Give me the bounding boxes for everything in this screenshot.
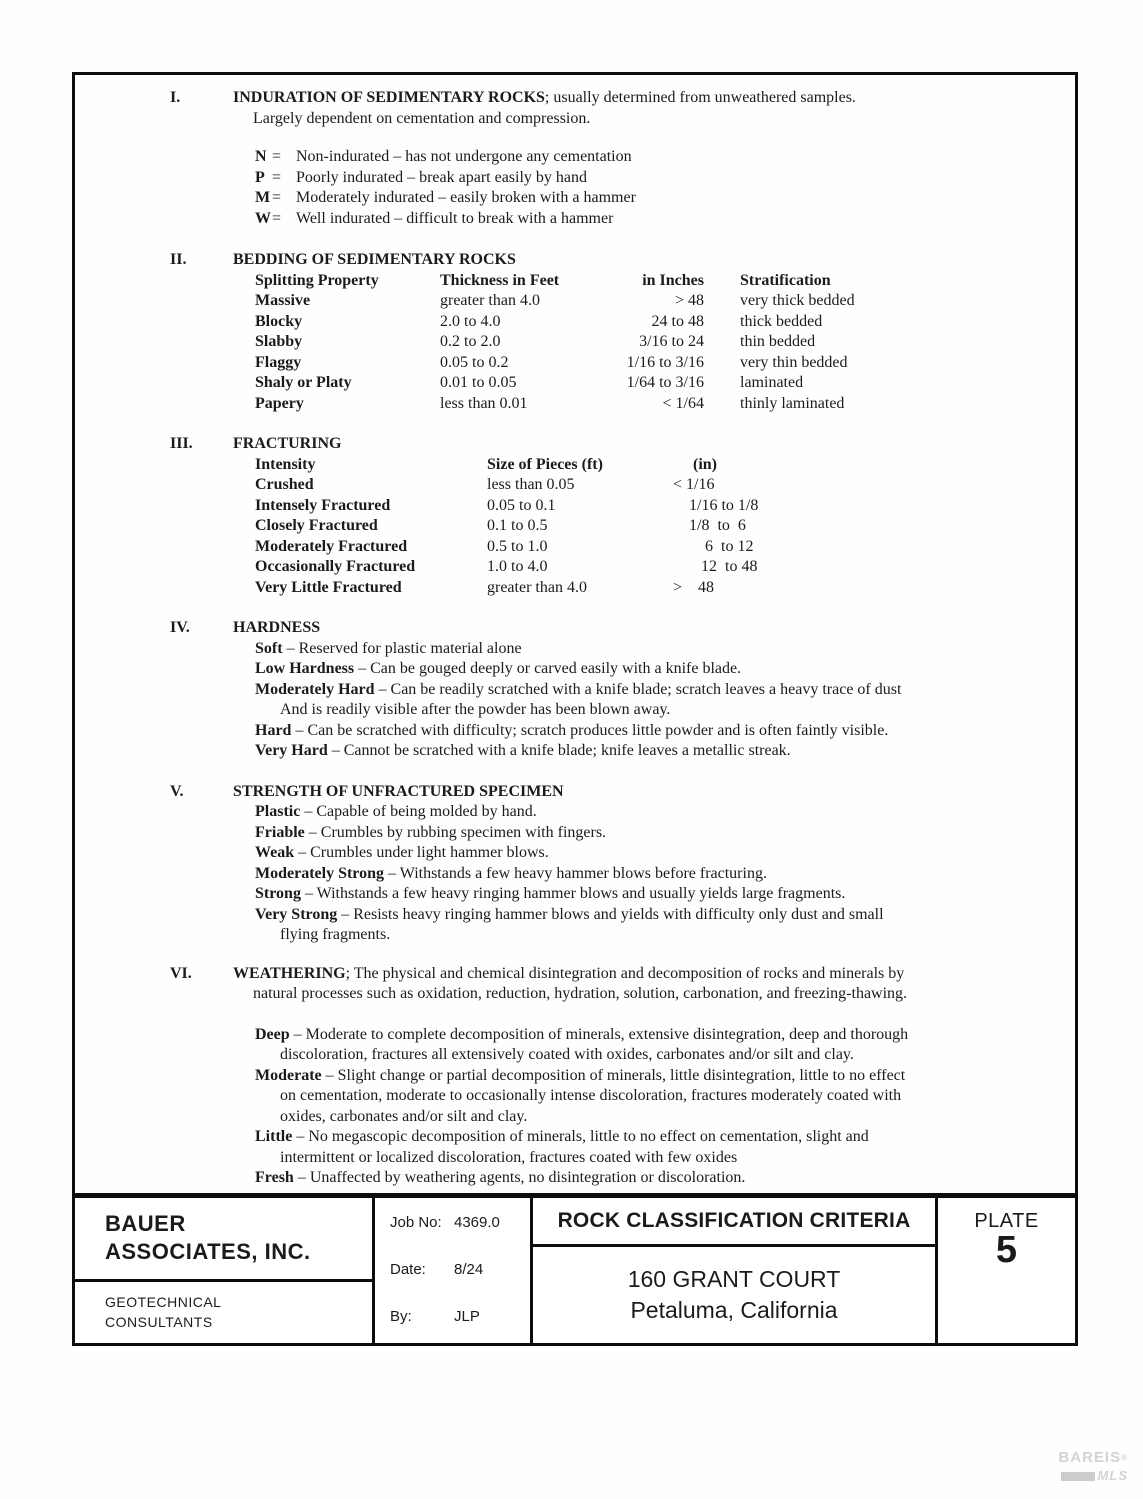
column-header: Stratification xyxy=(740,271,831,289)
cell: > 48 xyxy=(673,578,715,596)
equals-sign: = xyxy=(272,209,282,227)
section-title: BEDDING OF SEDIMENTARY ROCKS xyxy=(233,251,516,268)
table-row xyxy=(255,578,1055,599)
cell: Slabby xyxy=(255,333,303,350)
cell: 0.1 to 0.5 xyxy=(487,517,548,534)
induration-code-row xyxy=(255,147,1055,168)
definition xyxy=(255,884,1055,905)
cell: less than 0.01 xyxy=(440,394,528,412)
definition xyxy=(255,843,1055,864)
table-row xyxy=(255,496,1055,517)
column-header: (in) xyxy=(693,455,717,473)
plate-column xyxy=(938,1198,1075,1343)
term-text-continued: And is readily visible after the powder has been blown away. xyxy=(280,701,671,718)
definition xyxy=(255,721,1055,742)
table-row xyxy=(255,332,1055,353)
cell: 1/16 to 3/16 xyxy=(626,353,704,371)
project-cell xyxy=(533,1247,935,1343)
section-title-rest: ; usually determined from unweathered samples. xyxy=(544,89,856,106)
by-value: JLP xyxy=(454,1307,480,1325)
watermark-bar xyxy=(1061,1472,1095,1481)
induration-code-row xyxy=(255,168,1055,189)
weathering-definitions xyxy=(255,1025,1055,1189)
term: Friable xyxy=(255,823,305,841)
cell: thinly laminated xyxy=(740,394,845,412)
section-subtitle: Largely dependent on cementation and compression. xyxy=(253,109,591,127)
cell: 0.05 to 0.1 xyxy=(487,496,556,514)
term: Moderately Strong xyxy=(255,864,385,882)
induration-code-row xyxy=(255,188,1055,209)
definition xyxy=(255,1025,1055,1066)
cell: Papery xyxy=(255,394,304,412)
term: Moderate xyxy=(255,1066,322,1084)
table-row xyxy=(255,291,1055,312)
section-title: WEATHERING xyxy=(233,964,346,982)
definition xyxy=(255,741,1055,762)
bareis-mls-watermark xyxy=(1050,1450,1128,1487)
table-row xyxy=(255,353,1055,374)
code-definition: Well indurated – difficult to break with a hammer xyxy=(296,209,614,227)
cell: Shaly or Platy xyxy=(255,374,352,391)
section-heading xyxy=(233,782,1055,803)
term: Hard xyxy=(255,721,292,739)
bedding-table xyxy=(255,271,1055,415)
cell: Massive xyxy=(255,292,311,309)
definition xyxy=(255,1066,1055,1128)
section-numeral: II. xyxy=(170,251,187,268)
project-city: Petaluma, California xyxy=(630,1297,838,1323)
cell: 1/8 to 6 xyxy=(673,517,746,534)
section-heading xyxy=(233,964,1055,985)
date-value: 8/24 xyxy=(454,1260,484,1278)
definition xyxy=(255,802,1055,823)
section-title: HARDNESS xyxy=(233,619,321,636)
code-definition: Non-indurated – has not undergone any cementation xyxy=(296,148,632,165)
definition xyxy=(255,1127,1055,1168)
section-title: FRACTURING xyxy=(233,435,342,452)
table-row xyxy=(255,557,1055,578)
strength-definitions xyxy=(255,802,1055,946)
term: Plastic xyxy=(255,803,301,820)
section-heading xyxy=(233,434,1055,455)
term-text: – Crumbles by rubbing specimen with fingers. xyxy=(304,823,607,841)
term-text: – Unaffected by weathering agents, no disintegration or discoloration. xyxy=(293,1169,746,1186)
registered-mark: ® xyxy=(1121,1453,1128,1462)
cell: 24 to 48 xyxy=(651,312,704,330)
section-title: INDURATION OF SEDIMENTARY ROCKS xyxy=(233,89,545,106)
table-row xyxy=(255,373,1055,394)
fracturing-table xyxy=(255,455,1055,599)
cell: laminated xyxy=(740,374,804,391)
induration-codes xyxy=(255,147,1055,229)
title-column xyxy=(533,1198,938,1343)
cell: Occasionally Fractured xyxy=(255,558,416,575)
section-fracturing xyxy=(170,434,1055,598)
term-text: – Cannot be scratched with a knife blade; knife leaves a metallic streak. xyxy=(327,742,791,759)
term: Fresh xyxy=(255,1169,294,1186)
term: Deep xyxy=(255,1025,290,1043)
watermark-mls-row xyxy=(1050,1466,1128,1487)
cell: 2.0 to 4.0 xyxy=(440,312,501,330)
section-numeral: IV. xyxy=(170,619,190,636)
watermark-mls: MLS xyxy=(1097,1468,1128,1483)
cell: 0.2 to 2.0 xyxy=(440,333,501,350)
code-definition: Moderately indurated – easily broken with a hammer xyxy=(296,189,636,206)
cell: thick bedded xyxy=(740,312,823,330)
cell: Very Little Fractured xyxy=(255,578,402,596)
term: Strong xyxy=(255,885,301,902)
table-row xyxy=(255,475,1055,496)
hardness-definitions xyxy=(255,639,1055,762)
date-label: Date: xyxy=(390,1260,426,1278)
cell: Flaggy xyxy=(255,353,302,371)
column-header: Thickness in Feet xyxy=(440,271,560,289)
code-letter: M xyxy=(255,189,271,206)
plate-label: PLATE xyxy=(974,1210,1039,1232)
cell: 0.5 to 1.0 xyxy=(487,537,548,555)
section-numeral: III. xyxy=(170,435,193,452)
definition xyxy=(255,864,1055,885)
equals-sign: = xyxy=(272,148,282,165)
code-letter: W xyxy=(255,209,271,227)
term: Very Strong xyxy=(255,905,338,923)
cell: 3/16 to 24 xyxy=(639,333,704,350)
definition xyxy=(255,659,1055,680)
document-title-cell xyxy=(533,1198,935,1247)
code-definition: Poorly indurated – break apart easily by hand xyxy=(296,168,588,186)
date-row xyxy=(390,1260,524,1281)
firm-subtitle-cell xyxy=(75,1282,372,1343)
cell: 0.01 to 0.05 xyxy=(440,374,517,391)
section-heading-line2: natural processes such as oxidation, reduction, hydration, solution, carbonation, and freezing-thawing. xyxy=(253,985,908,1002)
term: Low Hardness xyxy=(255,660,355,677)
term: Soft xyxy=(255,639,283,657)
definition xyxy=(255,1168,1055,1189)
table-row xyxy=(255,516,1055,537)
definition xyxy=(255,823,1055,844)
watermark-text: BAREIS xyxy=(1058,1449,1122,1466)
cell: very thin bedded xyxy=(740,353,848,371)
table-row xyxy=(255,312,1055,333)
firm-name-line1: BAUER xyxy=(105,1211,186,1236)
section-weathering xyxy=(170,964,1055,1189)
definition xyxy=(255,639,1055,660)
job-number-row xyxy=(390,1213,524,1234)
cell: 0.05 to 0.2 xyxy=(440,353,509,371)
term-text: – Capable of being molded by hand. xyxy=(300,803,537,820)
table-row xyxy=(255,537,1055,558)
term-text: – Withstands a few heavy hammer blows before fracturing. xyxy=(384,864,767,882)
section-heading xyxy=(233,618,1055,639)
term-text-continued: intermittent or localized discoloration, fractures coated with few oxides xyxy=(280,1148,738,1166)
table-row xyxy=(255,394,1055,415)
definition xyxy=(255,680,1055,721)
job-number-value: 4369.0 xyxy=(454,1214,500,1231)
cell: 6 to 12 xyxy=(673,537,754,555)
term-text-continued: oxides, carbonates and/or silt and clay. xyxy=(280,1107,528,1125)
section-numeral: I. xyxy=(170,89,181,106)
column-header: in Inches xyxy=(642,271,704,289)
cell: < 1/64 xyxy=(662,394,704,412)
term: Weak xyxy=(255,844,295,861)
term-text: – No megascopic decomposition of minerals, little to no effect on cementation, slight and xyxy=(292,1128,869,1145)
term: Very Hard xyxy=(255,742,328,759)
definition xyxy=(255,905,1055,946)
section-title-rest: ; The physical and chemical disintegration and decomposition of rocks and minerals by xyxy=(345,964,905,982)
firm-name-cell xyxy=(75,1198,372,1282)
section-hardness xyxy=(170,618,1055,762)
term-text: – Resists heavy ringing hammer blows and yields with difficulty only dust and small xyxy=(337,905,884,923)
section-title: STRENGTH OF UNFRACTURED SPECIMEN xyxy=(233,782,564,800)
firm-column xyxy=(75,1198,375,1343)
column-header: Splitting Property xyxy=(255,271,379,289)
cell: Moderately Fractured xyxy=(255,537,408,555)
criteria-box xyxy=(72,72,1078,1196)
table-header-row xyxy=(255,455,1055,476)
term-text: – Moderate to complete decomposition of minerals, extensive disintegration, deep and thorough xyxy=(289,1025,909,1043)
cell: Blocky xyxy=(255,312,303,330)
term-text: – Can be gouged deeply or carved easily with a knife blade. xyxy=(354,660,742,677)
plate-number: 5 xyxy=(995,1228,1018,1271)
induration-code-row xyxy=(255,209,1055,230)
column-header: Size of Pieces (ft) xyxy=(487,455,603,473)
section-numeral: V. xyxy=(170,782,184,800)
column-header: Intensity xyxy=(255,455,316,473)
firm-name-line2: ASSOCIATES, INC. xyxy=(105,1239,311,1264)
section-numeral: VI. xyxy=(170,964,192,982)
section-heading xyxy=(233,88,1055,109)
term-text: – Reserved for plastic material alone xyxy=(282,639,522,657)
project-address: 160 GRANT COURT xyxy=(627,1266,841,1292)
equals-sign: = xyxy=(272,189,282,206)
cell: Intensely Fractured xyxy=(255,496,391,514)
cell: greater than 4.0 xyxy=(487,578,587,596)
cell: Closely Fractured xyxy=(255,517,378,534)
term: Moderately Hard xyxy=(255,680,375,698)
code-letter: N xyxy=(255,148,267,165)
section-strength xyxy=(170,782,1055,946)
firm-subtitle-line2: CONSULTANTS xyxy=(105,1314,213,1330)
firm-subtitle-line1: GEOTECHNICAL xyxy=(105,1294,222,1310)
term: Little xyxy=(255,1128,293,1145)
term-text-continued: flying fragments. xyxy=(280,926,391,943)
term-text: – Can be readily scratched with a knife blade; scratch leaves a heavy trace of dust xyxy=(374,680,902,698)
document-title: ROCK CLASSIFICATION CRITERIA xyxy=(557,1208,911,1232)
cell: > 48 xyxy=(674,292,704,309)
term-text-continued: on cementation, moderate to occasionally intense discoloration, fractures moderately coated with xyxy=(280,1087,902,1104)
cell: greater than 4.0 xyxy=(440,292,540,309)
cell: 1.0 to 4.0 xyxy=(487,558,548,575)
job-number-label: Job No: xyxy=(390,1214,442,1231)
title-block xyxy=(72,1196,1078,1346)
term-text-continued: discoloration, fractures all extensively coated with oxides, carbonates and/or silt and clay. xyxy=(280,1046,854,1063)
cell: less than 0.05 xyxy=(487,476,575,493)
equals-sign: = xyxy=(272,168,282,186)
term-text: – Crumbles under light hammer blows. xyxy=(294,844,549,861)
cell: < 1/16 xyxy=(673,476,715,493)
by-row xyxy=(390,1307,524,1328)
term-text: – Slight change or partial decomposition of minerals, little disintegration, little to no effect xyxy=(321,1066,906,1084)
section-heading xyxy=(233,250,1055,271)
table-header-row xyxy=(255,271,1055,292)
cell: Crushed xyxy=(255,476,314,493)
code-letter: P xyxy=(255,168,265,186)
by-label: By: xyxy=(390,1307,412,1325)
cell: very thick bedded xyxy=(740,292,855,309)
cell: 1/64 to 3/16 xyxy=(626,374,704,391)
cell: thin bedded xyxy=(740,333,816,350)
watermark-bareis xyxy=(1050,1450,1128,1465)
section-induration xyxy=(170,88,1055,229)
cell: 12 to 48 xyxy=(673,558,758,575)
cell: 1/16 to 1/8 xyxy=(673,496,759,514)
term-text: – Can be scratched with difficulty; scratch produces little powder and is often faintly visible. xyxy=(291,721,889,739)
job-info-column xyxy=(375,1198,533,1343)
section-bedding xyxy=(170,250,1055,414)
term-text: – Withstands a few heavy ringing hammer blows and usually yields large fragments. xyxy=(300,885,846,902)
